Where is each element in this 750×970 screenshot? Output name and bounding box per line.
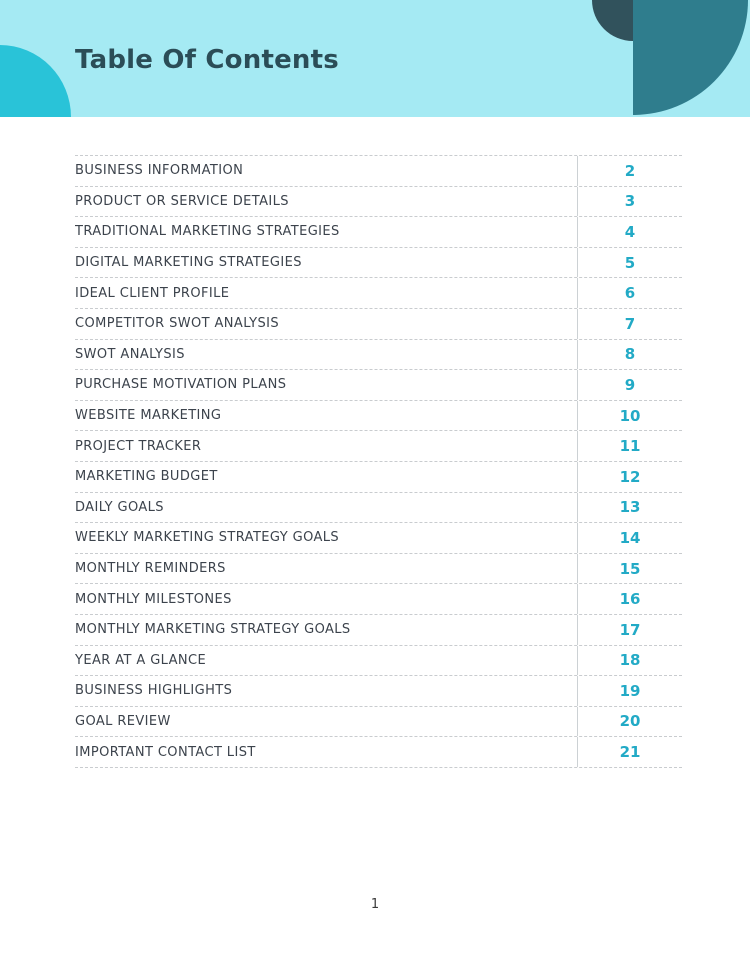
toc-row <box>75 707 682 738</box>
page-title: Table Of Contents <box>75 45 339 75</box>
toc-row <box>75 523 682 554</box>
toc-entry-page: 9 <box>577 370 682 400</box>
toc-row <box>75 370 682 401</box>
toc-row <box>75 309 682 340</box>
footer-page-number: 1 <box>370 897 380 912</box>
toc-row <box>75 431 682 462</box>
toc-row <box>75 737 682 768</box>
toc-entry-page: 17 <box>577 615 682 645</box>
toc-entry-page: 18 <box>577 646 682 676</box>
toc-row <box>75 646 682 677</box>
toc-entry-page: 14 <box>577 523 682 553</box>
toc-entry-label: IMPORTANT CONTACT LIST <box>75 744 256 760</box>
toc-entry-label: DAILY GOALS <box>75 499 164 515</box>
toc-entry-page: 6 <box>577 278 682 308</box>
toc-entry-page: 4 <box>577 217 682 247</box>
toc-entry-label: YEAR AT A GLANCE <box>75 652 207 668</box>
toc-entry-label: PURCHASE MOTIVATION PLANS <box>75 377 287 393</box>
toc-entry-label: PROJECT TRACKER <box>75 438 202 454</box>
toc-row <box>75 615 682 646</box>
toc-entry-page: 3 <box>577 187 682 217</box>
toc-entry-page: 15 <box>577 554 682 584</box>
toc-entry-label: SWOT ANALYSIS <box>75 346 185 362</box>
toc-entry-page: 10 <box>577 401 682 431</box>
toc-entry-label: MONTHLY REMINDERS <box>75 561 226 577</box>
toc-entry-label: MONTHLY MARKETING STRATEGY GOALS <box>75 622 351 638</box>
toc-entry-label: BUSINESS INFORMATION <box>75 163 244 179</box>
cyan-quarter-circle-shape <box>0 45 71 117</box>
toc-entry-label: WEBSITE MARKETING <box>75 408 222 424</box>
toc-entry-page: 7 <box>577 309 682 339</box>
teal-quarter-circle-shape <box>633 0 748 115</box>
toc-entry-page: 12 <box>577 462 682 492</box>
toc-entry-page: 13 <box>577 493 682 523</box>
toc-entry-label: COMPETITOR SWOT ANALYSIS <box>75 316 280 332</box>
toc-entry-page: 8 <box>577 340 682 370</box>
toc-row <box>75 217 682 248</box>
toc-entry-label: MARKETING BUDGET <box>75 469 218 485</box>
toc-entry-label: BUSINESS HIGHLIGHTS <box>75 683 233 699</box>
toc-row <box>75 676 682 707</box>
toc-row <box>75 493 682 524</box>
toc-entry-label: IDEAL CLIENT PROFILE <box>75 285 230 301</box>
toc-entry-label: GOAL REVIEW <box>75 713 171 729</box>
header-band <box>0 0 750 117</box>
toc-row <box>75 187 682 218</box>
toc-row <box>75 156 682 187</box>
toc-entry-page: 16 <box>577 584 682 614</box>
toc-entry-page: 5 <box>577 248 682 278</box>
toc-row <box>75 554 682 585</box>
toc-list <box>75 155 682 768</box>
toc-entry-label: WEEKLY MARKETING STRATEGY GOALS <box>75 530 340 546</box>
toc-row <box>75 401 682 432</box>
toc-entry-label: MONTHLY MILESTONES <box>75 591 232 607</box>
toc-row <box>75 462 682 493</box>
toc-row <box>75 278 682 309</box>
toc-entry-label: TRADITIONAL MARKETING STRATEGIES <box>75 224 340 240</box>
toc-row <box>75 248 682 279</box>
toc-entry-label: DIGITAL MARKETING STRATEGIES <box>75 255 302 271</box>
toc-entry-page: 20 <box>577 707 682 737</box>
toc-entry-page: 2 <box>577 156 682 186</box>
toc-entry-page: 21 <box>577 737 682 767</box>
toc-row <box>75 340 682 371</box>
toc-entry-label: PRODUCT OR SERVICE DETAILS <box>75 193 289 209</box>
toc-row <box>75 584 682 615</box>
toc-entry-page: 11 <box>577 431 682 461</box>
toc-entry-page: 19 <box>577 676 682 706</box>
